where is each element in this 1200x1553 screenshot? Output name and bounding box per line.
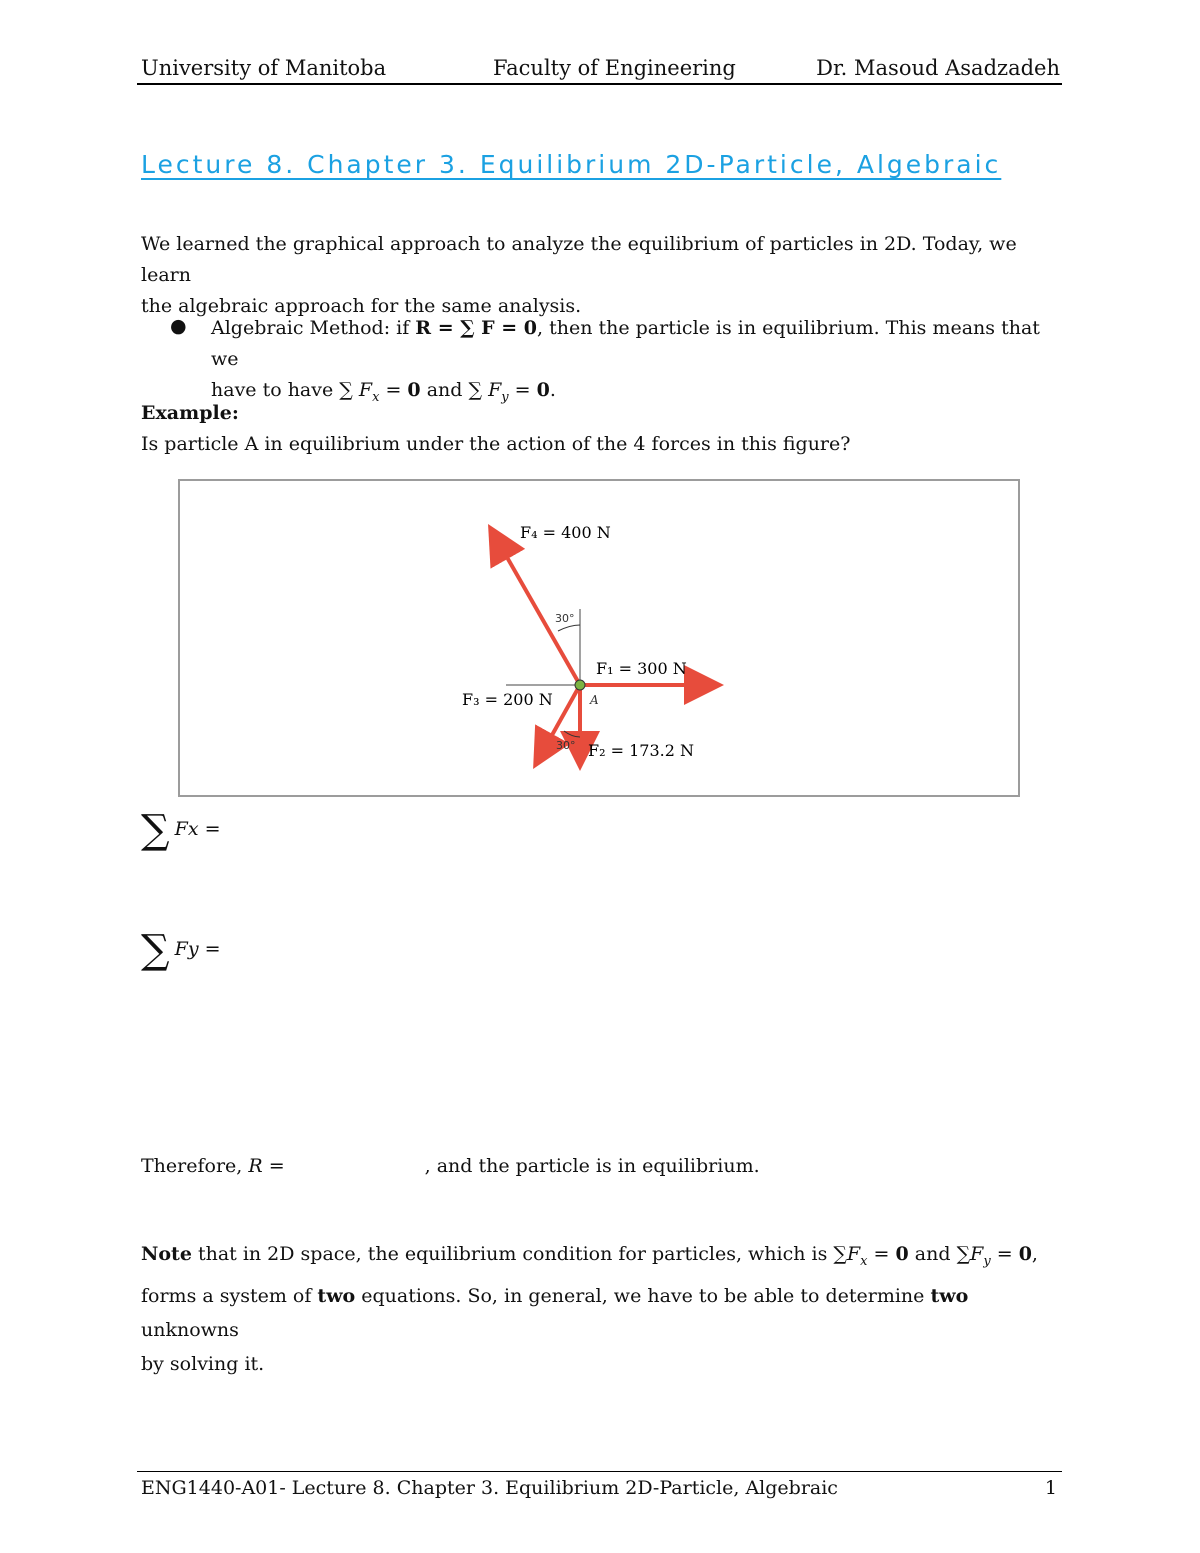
force-diagram	[178, 479, 1020, 797]
sum-fy-equation	[141, 927, 221, 973]
sum-fx-equation	[141, 807, 221, 853]
header-author: Dr. Masoud Asadzadeh	[816, 56, 1060, 80]
footer-text: ENG1440-A01- Lecture 8. Chapter 3. Equilibrium 2D-Particle, Algebraic	[141, 1477, 838, 1499]
footer-rule	[137, 1471, 1062, 1472]
bullet-line2-prefix: have to have	[211, 379, 340, 401]
bullet-dot: ●	[170, 315, 187, 337]
angle-label-top: 30°	[555, 612, 575, 625]
f1-label: F₁ = 300 N	[596, 659, 687, 678]
example-question: Is particle A in equilibrium under the action of the 4 forces in this figure?	[141, 433, 851, 455]
therefore-suffix: , and the particle is in equilibrium.	[424, 1155, 760, 1177]
bullet-end: .	[549, 379, 556, 401]
page-number: 1	[1044, 1477, 1057, 1499]
bullet-line-1	[211, 313, 1071, 375]
note-line-2	[141, 1279, 1061, 1347]
header-rule	[137, 83, 1062, 85]
angle-arc-bottom	[564, 731, 580, 737]
intro-paragraph	[141, 229, 1061, 322]
note-line-1	[141, 1237, 1061, 1279]
therefore-r: R =	[248, 1155, 285, 1177]
particle-a-point	[575, 680, 585, 690]
note-line2-c: unknowns	[141, 1319, 239, 1341]
note-line2-a: forms a system of	[141, 1285, 318, 1307]
angle-arc-top	[558, 625, 580, 631]
intro-line-1: We learned the graphical approach to analyze the equilibrium of particles in 2D. Today, we learn	[141, 233, 1017, 286]
note-line1-end: ,	[1031, 1243, 1038, 1265]
sum-symbol-fx: ∑	[141, 807, 170, 853]
sum-symbol-fy: ∑	[141, 927, 170, 973]
note-sum-fy: $\sum F_y = 0$	[956, 1243, 1032, 1269]
note-bold: Note	[141, 1243, 192, 1265]
sum-fy-text: Fy =	[174, 938, 221, 960]
angle-label-bottom: 30°	[556, 739, 576, 752]
header-faculty: Faculty of Engineering	[493, 56, 736, 80]
note-line1-a: that in 2D space, the equilibrium condition for particles, which is	[191, 1243, 834, 1265]
note-line-3: by solving it.	[141, 1353, 265, 1375]
bullet-equation: R = ∑ F = 0	[415, 317, 538, 339]
bullet-and: and	[420, 379, 469, 401]
intro-line-2: the algebraic approach for the same analysis.	[141, 295, 582, 317]
sum-fx-zero: ∑ $F_x = 0$	[339, 379, 421, 405]
therefore-prefix: Therefore,	[141, 1155, 249, 1177]
sum-fy-zero: ∑ $F_y = 0$	[468, 379, 550, 405]
bullet-middle: , then the particle is in equilibrium. This means that we	[211, 317, 1040, 370]
note-line2-b: equations. So, in general, we have to be able to determine	[355, 1285, 931, 1307]
f4-arrow	[492, 531, 580, 685]
note-two-2: two	[930, 1285, 969, 1307]
note-two-1: two	[317, 1285, 356, 1307]
page-title: Lecture 8. Chapter 3. Equilibrium 2D-Particle, Algebraic	[141, 150, 1002, 179]
note-and: and	[908, 1243, 957, 1265]
point-a-label: A	[590, 693, 599, 707]
bullet-prefix: Algebraic Method: if	[211, 317, 416, 339]
f2-label: F₂ = 173.2 N	[588, 741, 694, 760]
f3-label: F₃ = 200 N	[462, 690, 553, 709]
f4-label: F₄ = 400 N	[520, 523, 611, 542]
header-university: University of Manitoba	[141, 56, 387, 80]
therefore-line	[141, 1151, 1061, 1182]
note-sum-fx: $\sum F_x = 0$	[833, 1243, 909, 1269]
example-heading: Example:	[141, 402, 239, 424]
note-paragraph	[141, 1237, 1061, 1381]
example-block	[141, 398, 1061, 460]
sum-fx-text: Fx =	[174, 818, 221, 840]
